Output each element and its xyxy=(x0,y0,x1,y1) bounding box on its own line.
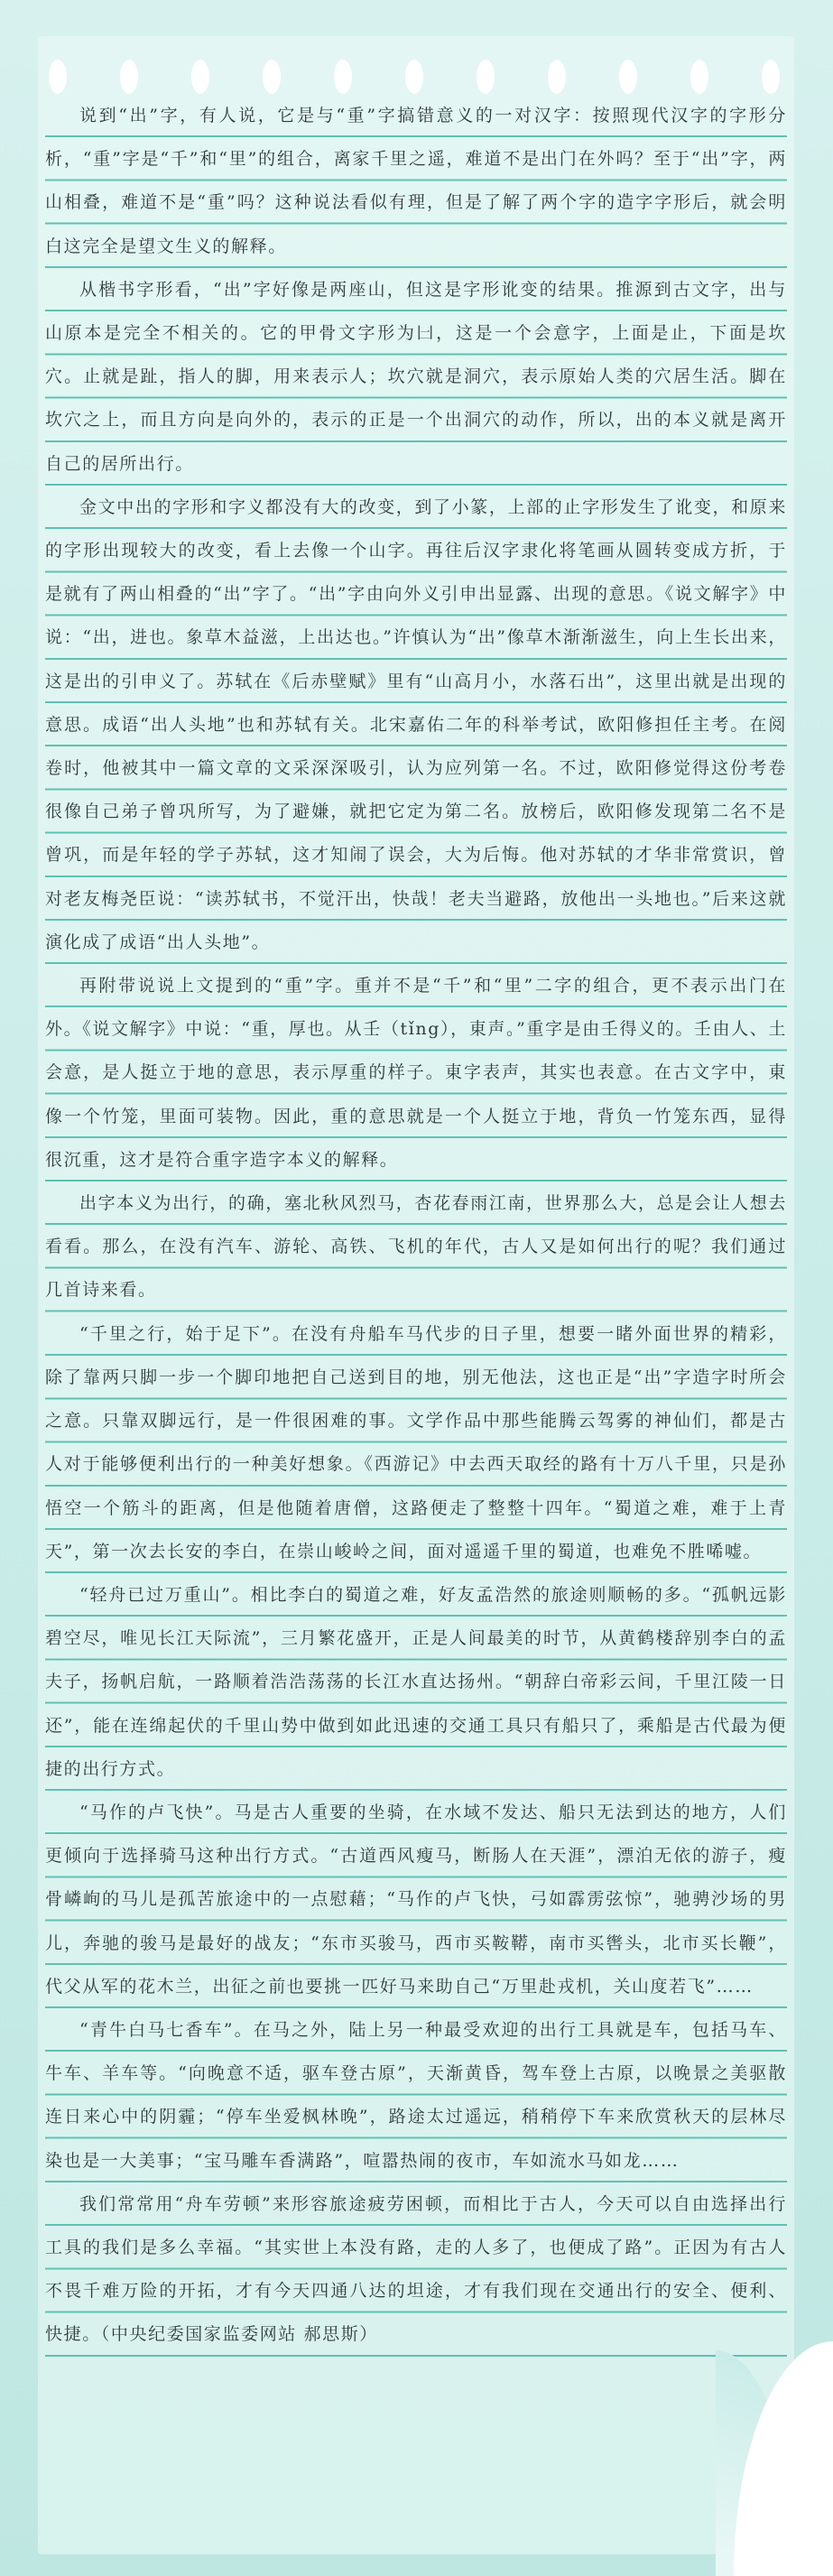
binder-hole xyxy=(263,60,281,94)
binder-hole xyxy=(548,60,566,94)
paragraph: “青牛白马七香车”。在马之外，陆上另一种最受欢迎的出行工具就是车，包括马车、牛车、羊车等。“向晚意不适，驱车登古原”，天渐黄昏，驾车登上古原，以晚景之美驱散连日来心中的阴霾；“停车坐爱枫林晚”，路途太过遥远，稍稍停下车来欣赏秋天的层林尽染也是一大美事；“宝马雕车香满路”，喧嚣热闹的夜市，车如流水马如龙…… xyxy=(45,2008,787,2182)
binder-hole xyxy=(405,60,423,94)
paragraph: 金文中出的字形和字义都没有大的改变，到了小篆，上部的止字形发生了讹变，和原来的字形出现较大的改变，看上去像一个山字。再往后汉字隶化将笔画从圆转变成方折，于是就有了两山相叠的“出”字了。“出”字由向外义引申出显露、出现的意思。《说文解字》中说：“出，进也。象草木益滋，上出达也。”许慎认为“出”像草木渐渐滋生，向上生长出来，这是出的引申义了。苏轼在《后赤壁赋》里有“山高月小，水落石出”，这里出就是出现的意思。成语“出人头地”也和苏轼有关。北宋嘉佑二年的科举考试，欧阳修担任主考。在阅卷时，他被其中一篇文章的文采深深吸引，认为应列第一名。不过，欧阳修觉得这份考卷很像自己弟子曾巩所写，为了避嫌，就把它定为第二名。放榜后，欧阳修发现第二名不是曾巩，而是年轻的学子苏轼，这才知闹了误会，大为后悔。他对苏轼的才华非常赏识，曾对老友梅尧臣说：“读苏轼书，不觉汗出，快哉！老夫当避路，放他出一头地也。”后来这就演化成了成语“出人头地”。 xyxy=(45,486,787,964)
binder-hole xyxy=(334,60,352,94)
paragraph: 说到“出”字，有人说，它是与“重”字搞错意义的一对汉字：按照现代汉字的字形分析，“重”字是“千”和“里”的组合，离家千里之遥，难道不是出门在外吗？至于“出”字，两山相叠，难道不是“重”吗？这种说法看似有理，但是了解了两个字的造字字形后，就会明白这完全是望文生义的解释。 xyxy=(45,94,787,268)
binder-holes xyxy=(0,60,833,96)
paragraph: 出字本义为出行，的确，塞北秋风烈马，杏花春雨江南，世界那么大，总是会让人想去看看。那么，在没有汽车、游轮、高铁、飞机的年代，古人又是如何出行的呢？我们通过几首诗来看。 xyxy=(45,1181,787,1312)
binder-hole xyxy=(619,60,637,94)
article-body xyxy=(45,94,787,2357)
binder-hole xyxy=(49,60,67,94)
paragraph: “轻舟已过万重山”。相比李白的蜀道之难，好友孟浩然的旅途则顺畅的多。“孤帆远影碧空尽，唯见长江天际流”，三月繁花盛开，正是人间最美的时节，从黄鹤楼辞别李白的孟夫子，扬帆启航，一路顺着浩浩荡荡的长江水直达扬州。“朝辞白帝彩云间，千里江陵一日还”，能在连绵起伏的千里山势中做到如此迅速的交通工具只有船只了，乘船是古代最为便捷的出行方式。 xyxy=(45,1573,787,1791)
paragraph: 我们常常用“舟车劳顿”来形容旅途疲劳困顿，而相比于古人，今天可以自由选择出行工具的我们是多么幸福。“其实世上本没有路，走的人多了，也便成了路”。正因为有古人不畏千难万险的开拓，才有今天四通八达的坦途，才有我们现在交通出行的安全、便利、快捷。（中央纪委国家监委网站 郝思斯） xyxy=(45,2182,787,2357)
paragraph: “马作的卢飞快”。马是古人重要的坐骑，在水域不发达、船只无法到达的地方，人们更倾向于选择骑马这种出行方式。“古道西风瘦马，断肠人在天涯”，漂泊无依的游子，瘦骨嶙峋的马儿是孤苦旅途中的一点慰藉；“马作的卢飞快，弓如霹雳弦惊”，驰骋沙场的男儿，奔驰的骏马是最好的战友；“东市买骏马，西市买鞍鞯，南市买辔头，北市买长鞭”，代父从军的花木兰，出征之前也要挑一匹好马来助自己“万里赴戎机，关山度若飞”…… xyxy=(45,1791,787,2008)
paragraph: 从楷书字形看，“出”字好像是两座山，但这是字形讹变的结果。推源到古文字，出与山原本是完全不相关的。它的甲骨文字形为𠙵，这是一个会意字，上面是止，下面是坎穴。止就是趾，指人的脚，用来表示人；坎穴就是洞穴，表示原始人类的穴居生活。脚在坎穴之上，而且方向是向外的，表示的正是一个出洞穴的动作，所以，出的本义就是离开自己的居所出行。 xyxy=(45,268,787,486)
binder-hole xyxy=(690,60,708,94)
binder-hole xyxy=(477,60,495,94)
binder-hole xyxy=(762,60,780,94)
paragraph: “千里之行，始于足下”。在没有舟船车马代步的日子里，想要一睹外面世界的精彩，除了靠两只脚一步一个脚印地把自己送到目的地，别无他法，这也正是“出”字造字时所会之意。只靠双脚远行，是一件很困难的事。文学作品中那些能腾云驾雾的神仙们，都是古人对于能够便利出行的一种美好想象。《西游记》中去西天取经的路有十万八千里，只是孙悟空一个筋斗的距离，但是他随着唐僧，这路便走了整整十四年。“蜀道之难，难于上青天”，第一次去长安的李白，在崇山峻岭之间，面对遥遥千里的蜀道，也难免不胜唏嘘。 xyxy=(45,1312,787,1573)
binder-hole xyxy=(120,60,138,94)
binder-hole xyxy=(191,60,209,94)
paragraph: 再附带说说上文提到的“重”字。重并不是“千”和“里”二字的组合，更不表示出门在外。《说文解字》中说：“重，厚也。从壬（tǐng），東声。”重字是由壬得义的。壬由人、土会意，是人挺立于地的意思，表示厚重的样子。東字表声，其实也表意。在古文字中，東像一个竹笼，里面可装物。因此，重的意思就是一个人挺立于地，背负一竹笼东西，显得很沉重，这才是符合重字造字本义的解释。 xyxy=(45,964,787,1181)
